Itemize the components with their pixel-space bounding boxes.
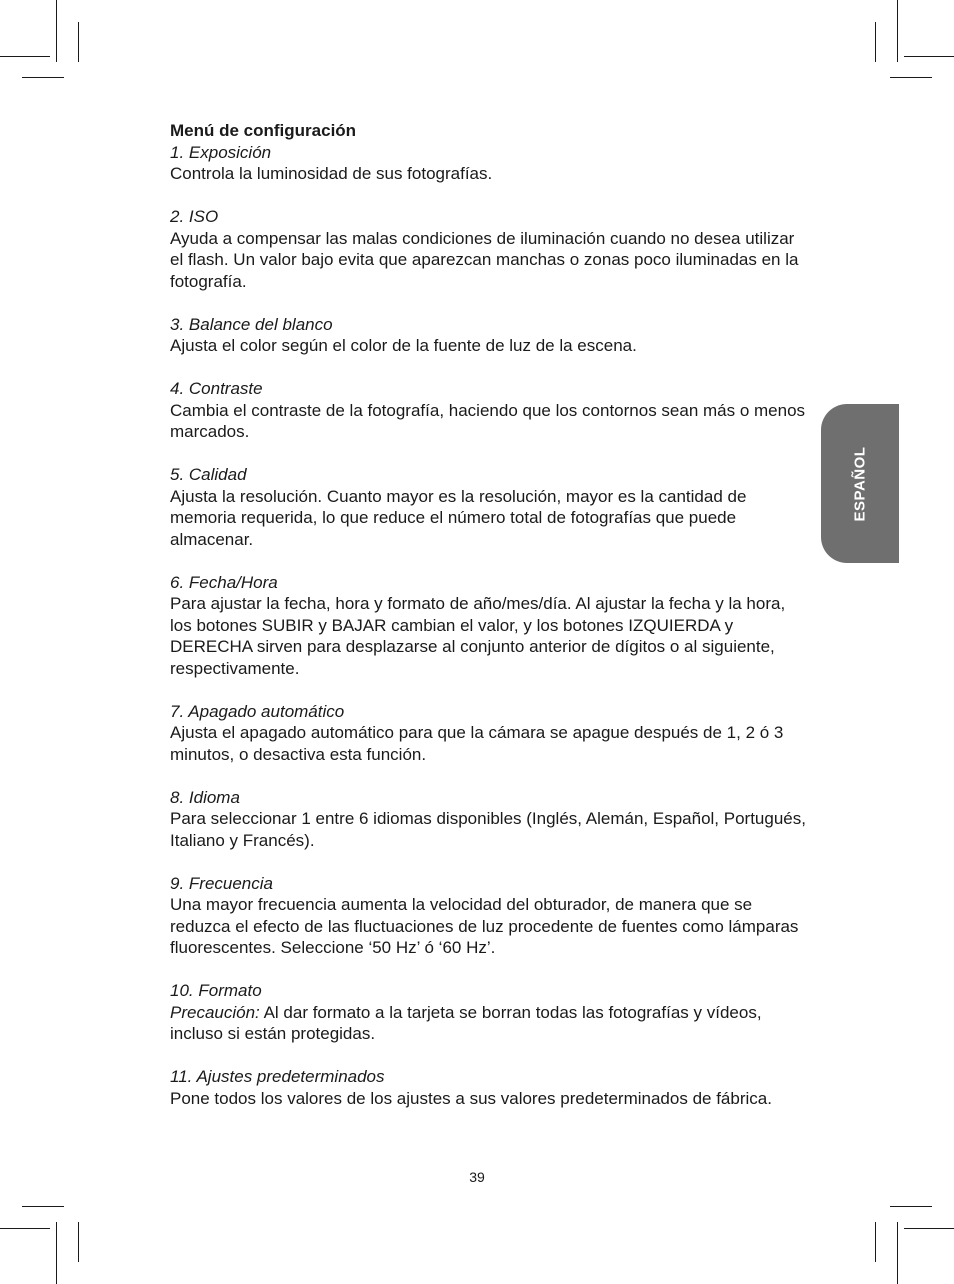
- precaution-label: Precaución:: [170, 1002, 260, 1022]
- section-body: Pone todos los valores de los ajustes a sus valores predeterminados de fábrica.: [170, 1088, 772, 1108]
- language-tab-label: ESPAÑOL: [851, 446, 869, 521]
- crop-mark: [875, 22, 876, 62]
- section-calidad: [170, 464, 810, 550]
- crop-mark: [78, 22, 79, 62]
- crop-mark: [890, 77, 932, 78]
- crop-mark: [78, 1222, 79, 1262]
- section-title: 9. Frecuencia: [170, 873, 273, 893]
- crop-mark: [56, 0, 57, 62]
- section-body: [170, 1002, 810, 1045]
- crop-mark: [875, 1222, 876, 1262]
- crop-mark: [890, 1206, 932, 1207]
- section-title: 4. Contraste: [170, 379, 263, 398]
- section-title: 5. Calidad: [170, 465, 247, 484]
- section-title: 1. Exposición: [170, 142, 272, 162]
- section-contraste: [170, 378, 810, 443]
- section-exposicion: [170, 142, 810, 185]
- crop-mark: [904, 56, 954, 57]
- section-title: 7. Apagado automático: [170, 701, 345, 721]
- section-title: 2. ISO: [170, 207, 219, 226]
- page-heading: Menú de configuración: [170, 121, 357, 140]
- page-number: 39: [469, 1169, 485, 1185]
- section-formato: [170, 980, 810, 1045]
- section-title: 6. Fecha/Hora: [170, 572, 278, 592]
- section-body: Ajusta la resolución. Cuanto mayor es la resolución, mayor es la cantidad de memoria requerida, lo que reduce el número total de fotografías que puede almacenar.: [170, 486, 747, 549]
- section-body: Una mayor frecuencia aumenta la velocidad del obturador, de manera que se reduzca el efecto de las fluctuaciones de luz procedente de fuentes como lámparas fluorescentes. Seleccione ‘50 Hz’ ó ‘60 Hz’.: [170, 895, 799, 957]
- crop-mark: [22, 1206, 64, 1207]
- section-body: Cambia el contraste de la fotografía, haciendo que los contornos sean más o menos marcados.: [170, 400, 806, 441]
- crop-mark: [0, 1228, 50, 1229]
- section-body: Ayuda a compensar las malas condiciones de iluminación cuando no desea utilizar el flash. Un valor bajo evita que aparezcan manchas o zonas poco iluminadas en la fotografía.: [170, 228, 799, 291]
- crop-mark: [897, 1222, 898, 1284]
- section-iso: [170, 206, 810, 292]
- section-ajustes-predeterminados: [170, 1066, 810, 1109]
- section-body: Ajusta el color según el color de la fuente de luz de la escena.: [170, 336, 637, 355]
- section-balance-blanco: [170, 314, 810, 357]
- section-frecuencia: [170, 873, 810, 959]
- crop-mark: [897, 0, 898, 62]
- crop-mark: [22, 77, 64, 78]
- language-tab: [821, 404, 899, 563]
- section-title: 10. Formato: [170, 981, 262, 1000]
- section-title: 3. Balance del blanco: [170, 314, 333, 334]
- page-content: [170, 120, 810, 1131]
- section-idioma: [170, 787, 810, 852]
- section-body: Para seleccionar 1 entre 6 idiomas disponibles (Inglés, Alemán, Español, Portugués, Italiano y Francés).: [170, 809, 806, 850]
- crop-mark: [904, 1228, 954, 1229]
- precaution-text: Al dar formato a la tarjeta se borran todas las fotografías y vídeos, incluso si están protegidas.: [170, 1002, 762, 1043]
- section-body: Controla la luminosidad de sus fotografías.: [170, 164, 493, 183]
- section-body: Ajusta el apagado automático para que la cámara se apague después de 1, 2 ó 3 minutos, o desactiva esta función.: [170, 723, 784, 764]
- section-body: Para ajustar la fecha, hora y formato de año/mes/día. Al ajustar la fecha y la hora, los botones SUBIR y BAJAR cambian el valor, y los botones IZQUIERDA y DERECHA sirven para desplazarse al conjunto anterior de dígitos o al siguiente, respectivamente.: [170, 594, 786, 678]
- section-fecha-hora: [170, 572, 810, 680]
- crop-mark: [56, 1222, 57, 1284]
- section-title: 11. Ajustes predeterminados: [170, 1067, 385, 1086]
- section-apagado-automatico: [170, 701, 810, 766]
- crop-mark: [0, 56, 50, 57]
- section-title: 8. Idioma: [170, 787, 240, 807]
